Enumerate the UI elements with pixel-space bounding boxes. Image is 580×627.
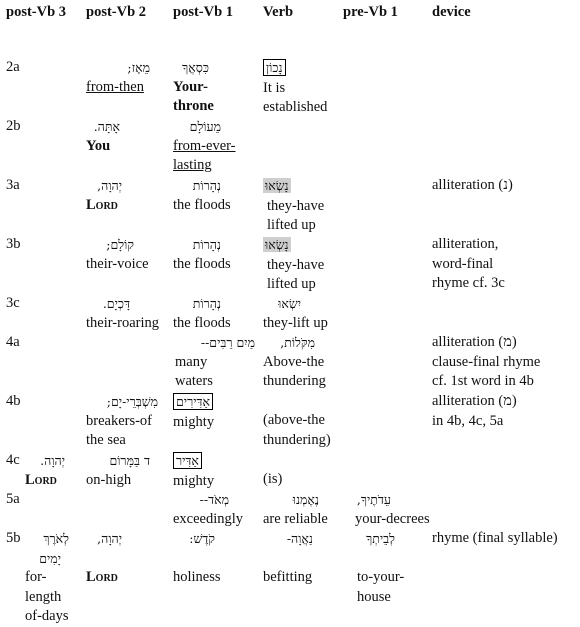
row-3c-post-vb-1 bbox=[173, 294, 231, 333]
hebrew-text: יְהוָה. bbox=[40, 453, 65, 468]
row-5b-post-vb-2 bbox=[86, 529, 122, 588]
gloss-text: they-lift up bbox=[263, 314, 328, 331]
hebrew-text: מִקֹּלוֹת, bbox=[280, 335, 315, 350]
row-4c-post-vb-2 bbox=[86, 451, 150, 490]
hebrew-text: נְהָרוֹת bbox=[192, 178, 221, 193]
gloss-text: length bbox=[25, 588, 62, 605]
device-text: cf. 1st word in 4b bbox=[432, 373, 534, 389]
header-pre-vb-1: pre-Vb 1 bbox=[343, 4, 398, 20]
gloss-text: they-have bbox=[267, 197, 325, 214]
gloss-text: lifted up bbox=[267, 217, 316, 233]
gloss-text: mighty bbox=[173, 413, 215, 430]
row-4b-device bbox=[432, 392, 517, 431]
device-text: word-final bbox=[432, 255, 494, 272]
hebrew-text: לְבֵיתְךָ bbox=[366, 531, 395, 546]
row-3b-post-vb-2 bbox=[86, 235, 149, 274]
hebrew-text: אָתָּה. bbox=[93, 119, 120, 134]
hebrew-text: מֵאָז; bbox=[127, 60, 150, 75]
row-3b-device bbox=[432, 235, 505, 294]
gloss-text: house bbox=[357, 588, 391, 605]
row-3a-post-vb-1 bbox=[173, 176, 231, 215]
row-label-4c: 4c bbox=[6, 452, 20, 468]
row-label-4a: 4a bbox=[6, 334, 20, 350]
gloss-text: they-have bbox=[267, 256, 325, 273]
row-3c-verb bbox=[263, 294, 328, 333]
row-label-2a: 2a bbox=[6, 59, 20, 75]
device-text: alliteration (מ) bbox=[432, 334, 517, 350]
row-4b-post-vb-2 bbox=[86, 392, 158, 451]
gloss-text: You bbox=[86, 137, 111, 154]
row-2a-post-vb-1 bbox=[173, 58, 214, 117]
gloss-text: Lord bbox=[86, 196, 118, 213]
hebrew-highlighted-text: נָשְׂאוּ bbox=[265, 237, 289, 252]
gloss-text: throne bbox=[173, 98, 214, 114]
hebrew-text: עֵדֹתֶיךָ, bbox=[356, 492, 391, 507]
device-text: alliteration, bbox=[432, 236, 499, 252]
hebrew-text: דָּכְיָם. bbox=[102, 296, 130, 311]
header-post-vb-3: post-Vb 3 bbox=[6, 4, 67, 20]
device-text: clause-final rhyme bbox=[432, 353, 541, 370]
row-label-5b: 5b bbox=[6, 530, 21, 546]
row-5b-verb bbox=[263, 529, 313, 588]
gloss-text: Lord bbox=[86, 569, 118, 585]
device-text: rhyme (final syllable) bbox=[432, 530, 558, 546]
row-2b-post-vb-2 bbox=[86, 117, 120, 156]
row-label-3c: 3c bbox=[6, 295, 20, 311]
hebrew-boxed-text: אַדִּיר bbox=[173, 452, 202, 469]
gloss-text: mighty bbox=[173, 472, 215, 489]
row-5b-pre-vb-1 bbox=[343, 529, 404, 607]
hebrew-highlighted-text: נָשְׂאוּ bbox=[265, 178, 289, 193]
header-verb: Verb bbox=[263, 4, 294, 20]
gloss-text: to-your- bbox=[357, 569, 405, 585]
gloss-text: lifted up bbox=[267, 276, 316, 292]
hebrew-text: מְאֹד-- bbox=[199, 492, 229, 507]
row-5a-verb bbox=[263, 490, 328, 529]
hebrew-text: יְהוָה, bbox=[97, 531, 122, 546]
row-label-2b: 2b bbox=[6, 118, 21, 134]
gloss-text: lasting bbox=[173, 157, 212, 173]
row-3a-device bbox=[432, 176, 513, 196]
row-3c-post-vb-2 bbox=[86, 294, 159, 333]
row-5a-post-vb-1 bbox=[173, 490, 243, 529]
row-2a-post-vb-2 bbox=[86, 58, 150, 97]
row-5b-post-vb-1 bbox=[173, 529, 221, 588]
hebrew-boxed-text: אַדִּירִים bbox=[173, 393, 213, 410]
gloss-text: are reliable bbox=[263, 510, 328, 527]
row-5b-post-vb-3 bbox=[25, 529, 69, 627]
row-3b-post-vb-1 bbox=[173, 235, 231, 274]
hebrew-text: יִשְׂאוּ bbox=[278, 296, 301, 311]
row-label-3a: 3a bbox=[6, 177, 20, 193]
gloss-text: Lord bbox=[25, 471, 57, 488]
row-2a-verb bbox=[263, 58, 327, 118]
gloss-text: exceedingly bbox=[173, 510, 244, 527]
hebrew-text: נְהָרוֹת bbox=[192, 296, 221, 311]
gloss-text: the floods bbox=[173, 196, 231, 213]
row-4b-post-vb-1 bbox=[173, 392, 214, 432]
row-4c-verb bbox=[263, 470, 282, 490]
device-text: alliteration (מ) bbox=[432, 393, 517, 409]
hebrew-text: יָמִים bbox=[39, 550, 61, 566]
gloss-text: breakers-of bbox=[86, 412, 153, 429]
hebrew-text: כִּסְאֲךָ bbox=[182, 60, 209, 75]
gloss-text: Your- bbox=[173, 78, 208, 95]
hebrew-boxed-text: נָכוֹן bbox=[263, 59, 286, 76]
gloss-text: thundering) bbox=[263, 431, 331, 448]
row-3a-post-vb-2 bbox=[86, 176, 122, 215]
hebrew-text: ד בַּמָּרוֹם bbox=[109, 453, 150, 468]
gloss-text: of-days bbox=[25, 608, 69, 624]
row-4b-verb bbox=[263, 411, 331, 450]
device-text: rhyme cf. 3c bbox=[432, 275, 505, 291]
gloss-text: established bbox=[263, 99, 328, 115]
gloss-text: many bbox=[175, 353, 208, 370]
hebrew-text: נְהָרוֹת bbox=[192, 237, 221, 252]
header-post-vb-2: post-Vb 2 bbox=[86, 4, 147, 20]
hebrew-text: מַיִם רַבִּים-- bbox=[200, 335, 255, 350]
row-4a-device bbox=[432, 333, 540, 392]
row-5a-pre-vb-1 bbox=[343, 490, 430, 529]
gloss-text: It is bbox=[263, 79, 286, 96]
row-4a-verb bbox=[263, 333, 326, 392]
hebrew-text: יְהוָה, bbox=[97, 178, 122, 193]
header-post-vb-1: post-Vb 1 bbox=[173, 4, 234, 20]
header-device: device bbox=[432, 4, 471, 20]
gloss-text: (above-the bbox=[263, 412, 325, 428]
hebrew-text: מִשְׁבְּרֵי-יָם; bbox=[106, 394, 158, 409]
gloss-text: the floods bbox=[173, 314, 231, 331]
row-4c-post-vb-3 bbox=[25, 451, 65, 490]
gloss-text: Above-the bbox=[263, 353, 325, 370]
row-3b-verb bbox=[263, 235, 324, 295]
row-5b-device bbox=[432, 529, 558, 549]
gloss-text: befitting bbox=[263, 569, 313, 585]
gloss-text: the sea bbox=[86, 432, 126, 448]
gloss-text: waters bbox=[175, 373, 213, 389]
gloss-text: from-ever- bbox=[173, 137, 236, 154]
row-label-5a: 5a bbox=[6, 491, 20, 507]
hebrew-text: קֹדֶשׁ: bbox=[189, 531, 215, 546]
row-2b-post-vb-1 bbox=[173, 117, 236, 176]
hebrew-text: נַאֲוָה- bbox=[286, 531, 313, 546]
device-text: in 4b, 4c, 5a bbox=[432, 412, 504, 429]
gloss-text: from-then bbox=[86, 78, 144, 95]
hebrew-text: לְאֹרֶךְ bbox=[43, 531, 69, 546]
hebrew-text: מֵעוֹלָם bbox=[189, 119, 221, 134]
gloss-text: their-voice bbox=[86, 255, 149, 272]
gloss-text: thundering bbox=[263, 373, 326, 389]
row-label-3b: 3b bbox=[6, 236, 21, 252]
device-text: alliteration (נ) bbox=[432, 177, 513, 193]
gloss-text: for- bbox=[25, 569, 47, 585]
gloss-text: your-decrees bbox=[355, 510, 430, 527]
gloss-text: the floods bbox=[173, 255, 231, 272]
gloss-text: on-high bbox=[86, 471, 132, 488]
gloss-text: holiness bbox=[173, 569, 221, 585]
hebrew-text: קוֹלָם; bbox=[106, 237, 134, 252]
row-label-4b: 4b bbox=[6, 393, 21, 409]
gloss-text: (is) bbox=[263, 471, 283, 487]
row-4a-post-vb-1 bbox=[173, 333, 255, 392]
row-3a-verb bbox=[263, 176, 324, 236]
hebrew-text: נֶאֶמְנוּ bbox=[292, 492, 319, 507]
gloss-text: their-roaring bbox=[86, 314, 159, 331]
row-4c-post-vb-1 bbox=[173, 451, 214, 491]
